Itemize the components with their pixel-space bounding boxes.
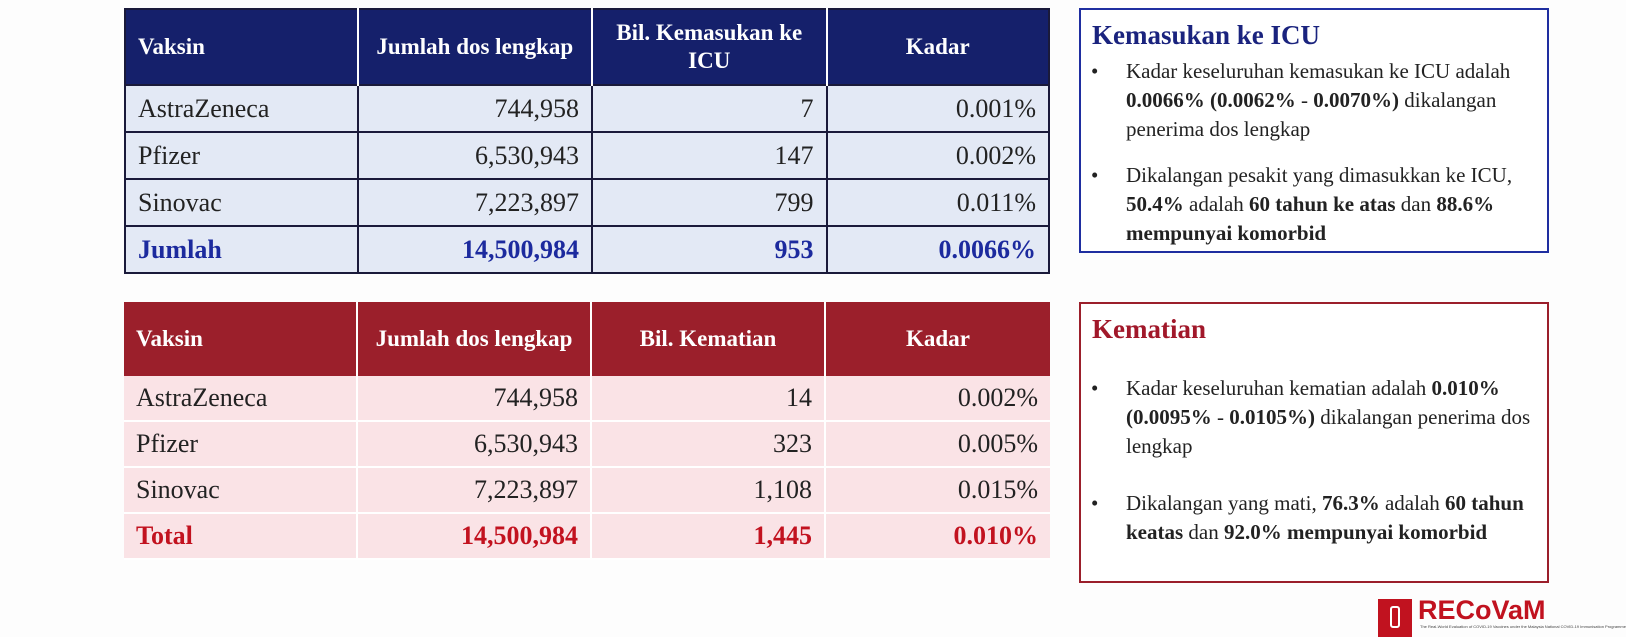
total-count: 953 bbox=[592, 226, 827, 273]
header-vaccine: Vaksin bbox=[125, 9, 358, 85]
cell-rate: 0.001% bbox=[827, 85, 1050, 132]
table-row bbox=[124, 421, 1050, 467]
cell-vaccine: Sinovac bbox=[125, 179, 358, 226]
logo-tagline: The Real-World Evaluation of COVID-19 Vaccines under the Malaysia National COVID-19 Immunisation Programme bbox=[1420, 624, 1626, 629]
total-label: Jumlah bbox=[125, 226, 358, 273]
cell-rate: 0.002% bbox=[827, 132, 1050, 179]
header-icu-count: Bil. Kemasukan ke ICU bbox=[592, 9, 827, 85]
total-doses: 14,500,984 bbox=[357, 513, 591, 559]
cell-vaccine: Pfizer bbox=[124, 421, 357, 467]
cell-doses: 744,958 bbox=[357, 376, 591, 421]
total-label: Total bbox=[124, 513, 357, 559]
bullet-text: Kadar keseluruhan kemasukan ke ICU adalah 0.0066% (0.0062% - 0.0070%) dikalangan penerima dos lengkap bbox=[1126, 59, 1511, 141]
logo-wordmark: RECoVaM bbox=[1418, 595, 1546, 625]
cell-count: 7 bbox=[592, 85, 827, 132]
header-doses: Jumlah dos lengkap bbox=[358, 9, 593, 85]
header-rate: Kadar bbox=[827, 9, 1050, 85]
bullet-icon: • bbox=[1091, 491, 1099, 515]
header-death-count: Bil. Kematian bbox=[591, 302, 825, 376]
cell-rate: 0.015% bbox=[825, 467, 1050, 513]
cell-rate: 0.002% bbox=[825, 376, 1050, 421]
icu-bullet-overall bbox=[1091, 57, 1531, 144]
cell-vaccine: AstraZeneca bbox=[124, 376, 357, 421]
bullet-text: Kadar keseluruhan kematian adalah 0.010% (0.0095% - 0.0105%) dikalangan penerima dos lengkap bbox=[1126, 376, 1531, 458]
cell-doses: 6,530,943 bbox=[357, 421, 591, 467]
vial-icon bbox=[1378, 599, 1412, 637]
icu-table bbox=[124, 8, 1050, 274]
bullet-text: Dikalangan pesakit yang dimasukkan ke ICU, 50.4% adalah 60 tahun ke atas dan 88.6% mempunyai komorbid bbox=[1126, 163, 1513, 245]
cell-doses: 7,223,897 bbox=[358, 179, 593, 226]
total-rate: 0.0066% bbox=[827, 226, 1050, 273]
cell-count: 799 bbox=[592, 179, 827, 226]
total-doses: 14,500,984 bbox=[358, 226, 593, 273]
icu-box-title: Kemasukan ke ICU bbox=[1092, 20, 1321, 50]
cell-vaccine: Pfizer bbox=[125, 132, 358, 179]
total-row bbox=[124, 513, 1050, 559]
death-header-row bbox=[124, 302, 1050, 376]
icu-header-row bbox=[125, 9, 1049, 85]
cell-doses: 6,530,943 bbox=[358, 132, 593, 179]
header-rate: Kadar bbox=[825, 302, 1050, 376]
table-row bbox=[125, 132, 1049, 179]
death-summary-box bbox=[1079, 302, 1549, 583]
death-bullet-overall bbox=[1091, 374, 1531, 461]
header-vaccine: Vaksin bbox=[124, 302, 357, 376]
icu-summary-box bbox=[1079, 8, 1549, 253]
cell-doses: 744,958 bbox=[358, 85, 593, 132]
icu-bullet-demographics bbox=[1091, 161, 1531, 248]
cell-doses: 7,223,897 bbox=[357, 467, 591, 513]
bullet-icon: • bbox=[1091, 59, 1099, 83]
cell-count: 147 bbox=[592, 132, 827, 179]
cell-vaccine: AstraZeneca bbox=[125, 85, 358, 132]
death-bullet-demographics bbox=[1091, 489, 1531, 547]
death-table bbox=[124, 302, 1050, 560]
cell-rate: 0.011% bbox=[827, 179, 1050, 226]
bullet-icon: • bbox=[1091, 163, 1099, 187]
table-row bbox=[125, 179, 1049, 226]
death-box-title: Kematian bbox=[1092, 314, 1206, 344]
recovam-logo bbox=[1378, 595, 1626, 637]
bullet-icon: • bbox=[1091, 376, 1099, 400]
cell-vaccine: Sinovac bbox=[124, 467, 357, 513]
total-rate: 0.010% bbox=[825, 513, 1050, 559]
bullet-text: Dikalangan yang mati, 76.3% adalah 60 tahun keatas dan 92.0% mempunyai komorbid bbox=[1126, 491, 1524, 544]
cell-count: 323 bbox=[591, 421, 825, 467]
header-doses: Jumlah dos lengkap bbox=[357, 302, 591, 376]
table-row bbox=[124, 376, 1050, 421]
table-row bbox=[124, 467, 1050, 513]
cell-count: 1,108 bbox=[591, 467, 825, 513]
total-count: 1,445 bbox=[591, 513, 825, 559]
cell-rate: 0.005% bbox=[825, 421, 1050, 467]
cell-count: 14 bbox=[591, 376, 825, 421]
total-row bbox=[125, 226, 1049, 273]
table-row bbox=[125, 85, 1049, 132]
